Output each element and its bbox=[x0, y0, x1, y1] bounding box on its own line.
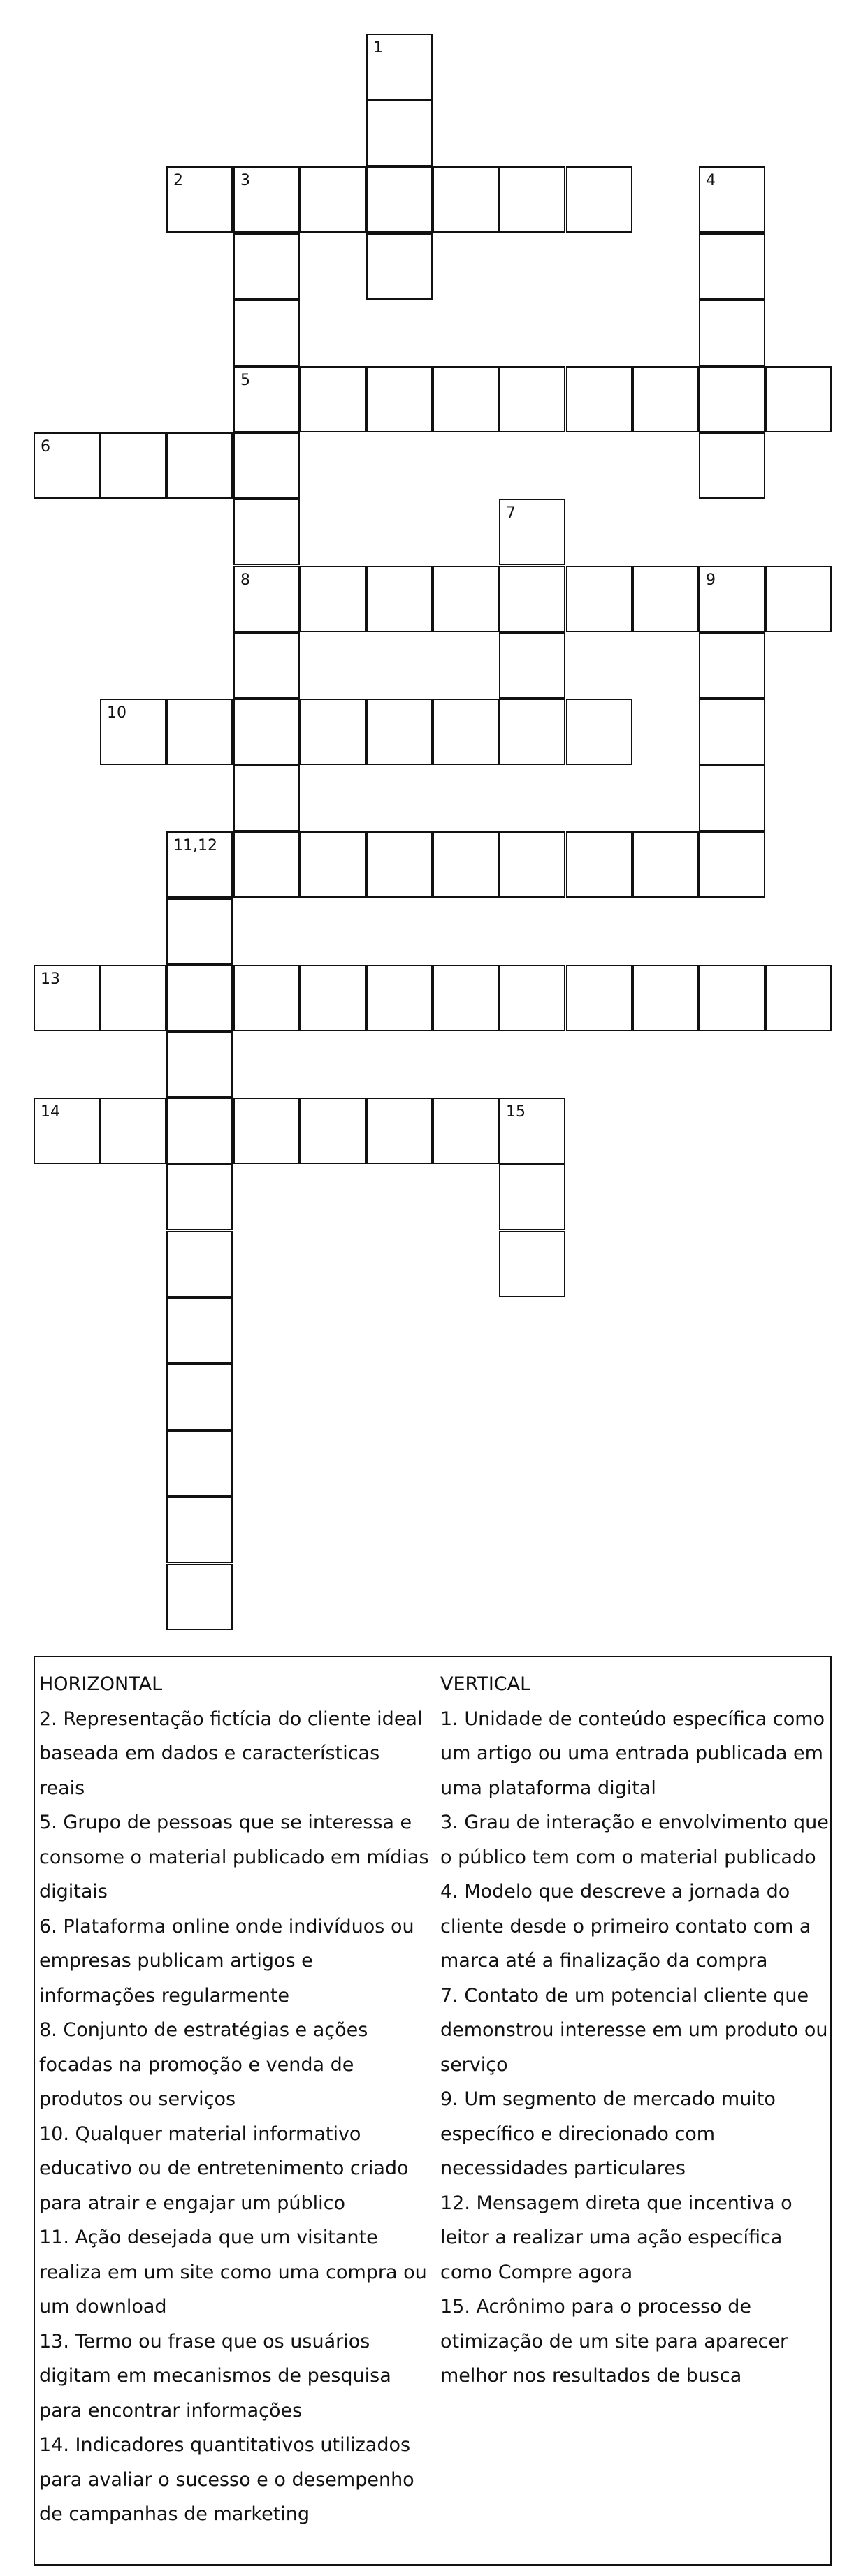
crossword-cell[interactable] bbox=[233, 499, 300, 565]
crossword-cell[interactable] bbox=[34, 965, 100, 1031]
crossword-cell[interactable] bbox=[366, 233, 433, 300]
crossword-cell[interactable] bbox=[433, 366, 499, 432]
clue-number: 8 bbox=[240, 572, 250, 589]
crossword-cell[interactable] bbox=[166, 1564, 233, 1630]
crossword-cell[interactable] bbox=[632, 366, 699, 432]
clue-number: 9 bbox=[706, 572, 716, 589]
clue-number: 13 bbox=[41, 970, 60, 988]
vertical-clue-12: 12. Mensagem direta que incentiva o leitor a realizar uma ação específica como Compre agora bbox=[440, 2192, 793, 2283]
crossword-cell[interactable] bbox=[699, 965, 765, 1031]
crossword-cell[interactable] bbox=[366, 34, 433, 100]
crossword-cell[interactable] bbox=[233, 1098, 300, 1164]
crossword-cell[interactable] bbox=[765, 566, 832, 632]
crossword-cell[interactable] bbox=[34, 1098, 100, 1164]
crossword-cell[interactable] bbox=[100, 432, 166, 499]
crossword-cell[interactable] bbox=[166, 1497, 233, 1563]
crossword-cell[interactable] bbox=[499, 699, 565, 765]
crossword-cell[interactable] bbox=[166, 1430, 233, 1497]
vertical-clue-3: 3. Grau de interação e envolvimento que o público tem com o material publicado bbox=[440, 1812, 829, 1868]
crossword-cell[interactable] bbox=[166, 1231, 233, 1297]
crossword-cell[interactable] bbox=[699, 300, 765, 366]
horizontal-clue-10: 10. Qualquer material informativo educativo ou de entretenimento criado para atrair e engajar um público bbox=[39, 2123, 409, 2214]
crossword-cell[interactable] bbox=[166, 166, 233, 233]
crossword-cell[interactable] bbox=[566, 965, 632, 1031]
vertical-clues-column bbox=[440, 1667, 829, 2394]
crossword-cell[interactable] bbox=[566, 699, 632, 765]
horizontal-clue-13: 13. Termo ou frase que os usuários digitam em mecanismos de pesquisa para encontrar informações bbox=[39, 2330, 391, 2422]
horizontal-clues-title: HORIZONTAL bbox=[39, 1673, 163, 1695]
crossword-cell[interactable] bbox=[499, 632, 565, 699]
crossword-cell[interactable] bbox=[166, 1364, 233, 1430]
crossword-cell[interactable] bbox=[699, 699, 765, 765]
crossword-cell[interactable] bbox=[566, 831, 632, 898]
crossword-cell[interactable] bbox=[366, 566, 433, 632]
vertical-clue-15: 15. Acrônimo para o processo de otimização de um site para aparecer melhor nos resultados de busca bbox=[440, 2296, 788, 2387]
crossword-cell[interactable] bbox=[499, 1164, 565, 1230]
vertical-clue-1: 1. Unidade de conteúdo específica como um artigo ou uma entrada publicada em uma plataforma digital bbox=[440, 1708, 825, 1799]
crossword-cell[interactable] bbox=[366, 1098, 433, 1164]
clue-number: 5 bbox=[240, 372, 250, 389]
crossword-cell[interactable] bbox=[233, 300, 300, 366]
clue-number: 7 bbox=[506, 504, 516, 522]
crossword-cell[interactable] bbox=[433, 831, 499, 898]
clue-number: 14 bbox=[41, 1103, 60, 1121]
crossword-cell[interactable] bbox=[499, 965, 565, 1031]
crossword-cell[interactable] bbox=[366, 100, 433, 166]
vertical-clue-7: 7. Contato de um potencial cliente que demonstrou interesse em um produto ou serviço bbox=[440, 1984, 828, 2076]
crossword-cell[interactable] bbox=[699, 233, 765, 300]
crossword-cell[interactable] bbox=[34, 432, 100, 499]
crossword-cell[interactable] bbox=[300, 965, 366, 1031]
crossword-cell[interactable] bbox=[632, 965, 699, 1031]
crossword-cell[interactable] bbox=[499, 1098, 565, 1164]
crossword-cell[interactable] bbox=[166, 965, 233, 1031]
crossword-cell[interactable] bbox=[166, 831, 233, 898]
horizontal-clue-11: 11. Ação desejada que um visitante realiza em um site como uma compra ou um download bbox=[39, 2227, 427, 2317]
vertical-clue-9: 9. Um segmento de mercado muito específico e direcionado com necessidades particulares bbox=[440, 2088, 776, 2179]
crossword-cell[interactable] bbox=[433, 566, 499, 632]
crossword-cell[interactable] bbox=[566, 566, 632, 632]
crossword-cell[interactable] bbox=[699, 366, 765, 432]
crossword-cell[interactable] bbox=[699, 566, 765, 632]
crossword-cell[interactable] bbox=[166, 1164, 233, 1230]
crossword-cell[interactable] bbox=[233, 965, 300, 1031]
crossword-cell[interactable] bbox=[632, 831, 699, 898]
crossword-cell[interactable] bbox=[499, 166, 565, 233]
clue-number: 4 bbox=[706, 172, 716, 189]
clue-number: 10 bbox=[107, 704, 126, 722]
crossword-cell[interactable] bbox=[499, 366, 565, 432]
crossword-cell[interactable] bbox=[366, 699, 433, 765]
crossword-cell[interactable] bbox=[100, 699, 166, 765]
crossword-cell[interactable] bbox=[699, 166, 765, 233]
crossword-cell[interactable] bbox=[699, 432, 765, 499]
clues-panel bbox=[34, 1656, 832, 2566]
crossword-cell[interactable] bbox=[632, 566, 699, 632]
crossword-cell[interactable] bbox=[433, 166, 499, 233]
clue-number: 1 bbox=[373, 39, 383, 57]
horizontal-clue-6: 6. Plataforma online onde indivíduos ou empresas publicam artigos e informações regularmente bbox=[39, 1915, 414, 2007]
crossword-cell[interactable] bbox=[699, 632, 765, 699]
horizontal-clue-8: 8. Conjunto de estratégias e ações focadas na promoção e venda de produtos ou serviços bbox=[39, 2019, 368, 2110]
crossword-cell[interactable] bbox=[300, 366, 366, 432]
crossword-cell[interactable] bbox=[233, 699, 300, 765]
crossword-cell[interactable] bbox=[566, 366, 632, 432]
crossword-cell[interactable] bbox=[233, 432, 300, 499]
clue-number: 3 bbox=[240, 172, 250, 189]
crossword-cell[interactable] bbox=[233, 566, 300, 632]
crossword-cell[interactable] bbox=[100, 1098, 166, 1164]
crossword-cell[interactable] bbox=[100, 965, 166, 1031]
crossword-cell[interactable] bbox=[233, 831, 300, 898]
crossword-cell[interactable] bbox=[166, 699, 233, 765]
crossword-cell[interactable] bbox=[765, 965, 832, 1031]
crossword-cell[interactable] bbox=[366, 166, 433, 233]
crossword-cell[interactable] bbox=[166, 1098, 233, 1164]
crossword-cell[interactable] bbox=[300, 166, 366, 233]
crossword-cell[interactable] bbox=[433, 965, 499, 1031]
crossword-cell[interactable] bbox=[300, 699, 366, 765]
horizontal-clue-14: 14. Indicadores quantitativos utilizados para avaliar o sucesso e o desempenho de campanhas de marketing bbox=[39, 2434, 414, 2525]
clue-number: 6 bbox=[41, 438, 50, 456]
vertical-clues-title: VERTICAL bbox=[440, 1673, 531, 1695]
clue-number: 15 bbox=[506, 1103, 526, 1121]
horizontal-clues-column bbox=[39, 1667, 430, 2532]
vertical-clue-4: 4. Modelo que descreve a jornada do cliente desde o primeiro contato com a marca até a finalização da compra bbox=[440, 1881, 811, 1972]
crossword-cell[interactable] bbox=[699, 831, 765, 898]
crossword-cell[interactable] bbox=[233, 632, 300, 699]
crossword-cell[interactable] bbox=[300, 566, 366, 632]
crossword-cell[interactable] bbox=[366, 366, 433, 432]
horizontal-clue-5: 5. Grupo de pessoas que se interessa e consome o material publicado em mídias digitais bbox=[39, 1812, 429, 1902]
crossword-cell[interactable] bbox=[499, 831, 565, 898]
crossword-cell[interactable] bbox=[233, 366, 300, 432]
crossword-cell[interactable] bbox=[166, 1031, 233, 1098]
crossword-cell[interactable] bbox=[233, 166, 300, 233]
crossword-cell[interactable] bbox=[233, 233, 300, 300]
crossword-cell[interactable] bbox=[433, 1098, 499, 1164]
crossword-cell[interactable] bbox=[499, 499, 565, 565]
horizontal-clue-2: 2. Representação fictícia do cliente ideal baseada em dados e características reais bbox=[39, 1708, 423, 1799]
crossword-cell[interactable] bbox=[300, 1098, 366, 1164]
clue-number: 2 bbox=[173, 172, 183, 189]
crossword-cell[interactable] bbox=[300, 831, 366, 898]
clue-number: 11,12 bbox=[173, 837, 217, 854]
crossword-cell[interactable] bbox=[166, 1297, 233, 1364]
crossword-cell[interactable] bbox=[499, 566, 565, 632]
crossword-cell[interactable] bbox=[233, 765, 300, 831]
crossword-cell[interactable] bbox=[366, 965, 433, 1031]
crossword-cell[interactable] bbox=[166, 432, 233, 499]
crossword-cell[interactable] bbox=[166, 898, 233, 965]
crossword-cell[interactable] bbox=[566, 166, 632, 233]
crossword-cell[interactable] bbox=[366, 831, 433, 898]
crossword-cell[interactable] bbox=[433, 699, 499, 765]
crossword-cell[interactable] bbox=[765, 366, 832, 432]
crossword-cell[interactable] bbox=[699, 765, 765, 831]
crossword-cell[interactable] bbox=[499, 1231, 565, 1297]
